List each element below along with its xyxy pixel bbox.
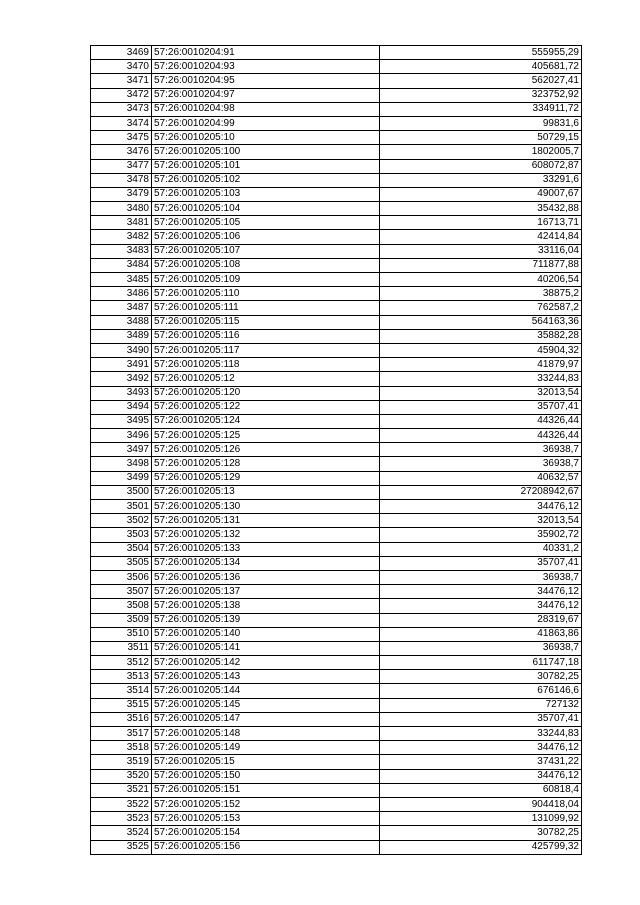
cadastral-number-cell: 57:26:0010205:125 — [152, 429, 380, 443]
row-number-cell: 3483 — [91, 244, 152, 258]
cadastral-number-cell: 57:26:0010204:99 — [152, 116, 380, 130]
cadastral-value-cell: 40206,54 — [380, 273, 582, 287]
cadastral-number-cell: 57:26:0010205:153 — [152, 812, 380, 826]
cadastral-value-cell: 34476,12 — [380, 599, 582, 613]
table-row — [91, 46, 582, 60]
row-number-cell: 3475 — [91, 131, 152, 145]
row-number-cell: 3489 — [91, 329, 152, 343]
table-row — [91, 684, 582, 698]
row-number-cell: 3482 — [91, 230, 152, 244]
row-number-cell: 3520 — [91, 769, 152, 783]
cadastral-number-cell: 57:26:0010205:104 — [152, 202, 380, 216]
table-row — [91, 670, 582, 684]
cadastral-number-cell: 57:26:0010204:95 — [152, 74, 380, 88]
cadastral-number-cell: 57:26:0010205:137 — [152, 585, 380, 599]
cadastral-value-cell: 562027,41 — [380, 74, 582, 88]
cadastral-value-cell: 711877,88 — [380, 258, 582, 272]
cadastral-number-cell: 57:26:0010205:140 — [152, 627, 380, 641]
row-number-cell: 3509 — [91, 613, 152, 627]
cadastral-value-cell: 50729,15 — [380, 131, 582, 145]
cadastral-value-cell: 611747,18 — [380, 656, 582, 670]
row-number-cell: 3481 — [91, 216, 152, 230]
row-number-cell: 3506 — [91, 570, 152, 584]
table-row — [91, 315, 582, 329]
table-row — [91, 258, 582, 272]
cadastral-number-cell: 57:26:0010204:91 — [152, 46, 380, 60]
cadastral-value-cell: 36938,7 — [380, 570, 582, 584]
cadastral-number-cell: 57:26:0010205:143 — [152, 670, 380, 684]
cadastral-number-cell: 57:26:0010205:101 — [152, 159, 380, 173]
row-number-cell: 3511 — [91, 641, 152, 655]
cadastral-number-cell: 57:26:0010205:108 — [152, 258, 380, 272]
row-number-cell: 3504 — [91, 542, 152, 556]
cadastral-value-cell: 42414,84 — [380, 230, 582, 244]
table-row — [91, 613, 582, 627]
row-number-cell: 3514 — [91, 684, 152, 698]
row-number-cell: 3488 — [91, 315, 152, 329]
table-row — [91, 769, 582, 783]
table-row — [91, 542, 582, 556]
table-row — [91, 187, 582, 201]
cadastral-value-cell: 30782,25 — [380, 826, 582, 840]
cadastral-value-cell: 35882,28 — [380, 329, 582, 343]
cadastral-value-cell: 555955,29 — [380, 46, 582, 60]
cadastral-number-cell: 57:26:0010205:103 — [152, 187, 380, 201]
cadastral-number-cell: 57:26:0010205:116 — [152, 329, 380, 343]
row-number-cell: 3490 — [91, 343, 152, 357]
table-row — [91, 329, 582, 343]
cadastral-value-cell: 30782,25 — [380, 670, 582, 684]
row-number-cell: 3505 — [91, 556, 152, 570]
row-number-cell: 3521 — [91, 783, 152, 797]
cadastral-number-cell: 57:26:0010205:105 — [152, 216, 380, 230]
cadastral-value-cell: 41863,86 — [380, 627, 582, 641]
cadastral-value-cell: 38875,2 — [380, 287, 582, 301]
table-row — [91, 159, 582, 173]
row-number-cell: 3491 — [91, 358, 152, 372]
table-row — [91, 145, 582, 159]
cadastral-number-cell: 57:26:0010205:117 — [152, 343, 380, 357]
row-number-cell: 3469 — [91, 46, 152, 60]
row-number-cell: 3480 — [91, 202, 152, 216]
cadastral-value-cell: 36938,7 — [380, 457, 582, 471]
row-number-cell: 3502 — [91, 514, 152, 528]
table-row — [91, 131, 582, 145]
cadastral-number-cell: 57:26:0010205:150 — [152, 769, 380, 783]
cadastral-value-cell: 34476,12 — [380, 769, 582, 783]
table-row — [91, 116, 582, 130]
cadastral-value-cell: 35707,41 — [380, 556, 582, 570]
cadastral-number-cell: 57:26:0010205:133 — [152, 542, 380, 556]
table-row — [91, 244, 582, 258]
cadastral-value-cell: 40331,2 — [380, 542, 582, 556]
cadastral-number-cell: 57:26:0010205:144 — [152, 684, 380, 698]
cadastral-number-cell: 57:26:0010205:142 — [152, 656, 380, 670]
cadastral-value-cell: 33116,04 — [380, 244, 582, 258]
cadastral-value-cell: 35432,88 — [380, 202, 582, 216]
table-row — [91, 741, 582, 755]
cadastral-value-cell: 405681,72 — [380, 60, 582, 74]
cadastral-value-cell: 904418,04 — [380, 797, 582, 811]
cadastral-number-cell: 57:26:0010205:154 — [152, 826, 380, 840]
table-body — [91, 46, 582, 855]
row-number-cell: 3510 — [91, 627, 152, 641]
cadastral-number-cell: 57:26:0010205:152 — [152, 797, 380, 811]
table-row — [91, 372, 582, 386]
cadastral-value-cell: 35707,41 — [380, 712, 582, 726]
cadastral-value-cell: 33244,83 — [380, 372, 582, 386]
row-number-cell: 3487 — [91, 301, 152, 315]
table-row — [91, 216, 582, 230]
row-number-cell: 3471 — [91, 74, 152, 88]
row-number-cell: 3498 — [91, 457, 152, 471]
table-row — [91, 656, 582, 670]
cadastral-number-cell: 57:26:0010205:10 — [152, 131, 380, 145]
cadastral-number-cell: 57:26:0010205:107 — [152, 244, 380, 258]
cadastral-number-cell: 57:26:0010205:118 — [152, 358, 380, 372]
cadastral-value-cell: 727132 — [380, 698, 582, 712]
row-number-cell: 3524 — [91, 826, 152, 840]
table-row — [91, 500, 582, 514]
cadastral-number-cell: 57:26:0010205:122 — [152, 400, 380, 414]
table-row — [91, 485, 582, 499]
cadastral-value-cell: 16713,71 — [380, 216, 582, 230]
table-row — [91, 386, 582, 400]
table-row — [91, 88, 582, 102]
table-row — [91, 556, 582, 570]
cadastral-number-cell: 57:26:0010204:93 — [152, 60, 380, 74]
cadastral-number-cell: 57:26:0010205:132 — [152, 528, 380, 542]
row-number-cell: 3484 — [91, 258, 152, 272]
row-number-cell: 3472 — [91, 88, 152, 102]
row-number-cell: 3513 — [91, 670, 152, 684]
table-row — [91, 840, 582, 854]
table-row — [91, 599, 582, 613]
table-row — [91, 343, 582, 357]
cadastral-value-cell: 35902,72 — [380, 528, 582, 542]
table-row — [91, 797, 582, 811]
cadastral-number-cell: 57:26:0010205:15 — [152, 755, 380, 769]
cadastral-value-cell: 37431,22 — [380, 755, 582, 769]
cadastral-value-cell: 34476,12 — [380, 585, 582, 599]
table-row — [91, 429, 582, 443]
row-number-cell: 3492 — [91, 372, 152, 386]
cadastral-value-cell: 334911,72 — [380, 102, 582, 116]
row-number-cell: 3507 — [91, 585, 152, 599]
cadastral-value-cell: 34476,12 — [380, 500, 582, 514]
row-number-cell: 3500 — [91, 485, 152, 499]
table-row — [91, 627, 582, 641]
table-row — [91, 712, 582, 726]
cadastral-number-cell: 57:26:0010205:138 — [152, 599, 380, 613]
cadastral-value-table — [90, 45, 582, 855]
row-number-cell: 3477 — [91, 159, 152, 173]
cadastral-number-cell: 57:26:0010205:12 — [152, 372, 380, 386]
row-number-cell: 3523 — [91, 812, 152, 826]
row-number-cell: 3479 — [91, 187, 152, 201]
row-number-cell: 3515 — [91, 698, 152, 712]
cadastral-value-cell: 676146,6 — [380, 684, 582, 698]
cadastral-number-cell: 57:26:0010205:13 — [152, 485, 380, 499]
cadastral-value-cell: 1802005,7 — [380, 145, 582, 159]
cadastral-number-cell: 57:26:0010205:139 — [152, 613, 380, 627]
row-number-cell: 3496 — [91, 429, 152, 443]
cadastral-value-cell: 762587,2 — [380, 301, 582, 315]
table-row — [91, 570, 582, 584]
table-row — [91, 74, 582, 88]
row-number-cell: 3485 — [91, 273, 152, 287]
row-number-cell: 3519 — [91, 755, 152, 769]
cadastral-number-cell: 57:26:0010205:126 — [152, 443, 380, 457]
table-row — [91, 457, 582, 471]
cadastral-value-cell: 36938,7 — [380, 641, 582, 655]
cadastral-number-cell: 57:26:0010205:110 — [152, 287, 380, 301]
table-row — [91, 471, 582, 485]
cadastral-number-cell: 57:26:0010205:141 — [152, 641, 380, 655]
row-number-cell: 3516 — [91, 712, 152, 726]
cadastral-number-cell: 57:26:0010205:145 — [152, 698, 380, 712]
cadastral-value-cell: 40632,57 — [380, 471, 582, 485]
table-row — [91, 301, 582, 315]
cadastral-value-cell: 35707,41 — [380, 400, 582, 414]
cadastral-number-cell: 57:26:0010205:129 — [152, 471, 380, 485]
cadastral-value-cell: 131099,92 — [380, 812, 582, 826]
table-row — [91, 202, 582, 216]
cadastral-number-cell: 57:26:0010205:130 — [152, 500, 380, 514]
cadastral-number-cell: 57:26:0010205:128 — [152, 457, 380, 471]
table-row — [91, 641, 582, 655]
cadastral-number-cell: 57:26:0010205:156 — [152, 840, 380, 854]
table-row — [91, 358, 582, 372]
table-row — [91, 443, 582, 457]
cadastral-number-cell: 57:26:0010205:134 — [152, 556, 380, 570]
cadastral-number-cell: 57:26:0010205:111 — [152, 301, 380, 315]
cadastral-number-cell: 57:26:0010205:109 — [152, 273, 380, 287]
table-row — [91, 273, 582, 287]
cadastral-value-cell: 49007,67 — [380, 187, 582, 201]
cadastral-number-cell: 57:26:0010205:147 — [152, 712, 380, 726]
cadastral-value-cell: 45904,32 — [380, 343, 582, 357]
table-row — [91, 727, 582, 741]
row-number-cell: 3495 — [91, 414, 152, 428]
row-number-cell: 3508 — [91, 599, 152, 613]
document-page — [90, 45, 581, 855]
cadastral-value-cell: 60818,4 — [380, 783, 582, 797]
cadastral-number-cell: 57:26:0010205:120 — [152, 386, 380, 400]
row-number-cell: 3470 — [91, 60, 152, 74]
cadastral-value-cell: 41879,97 — [380, 358, 582, 372]
table-row — [91, 60, 582, 74]
cadastral-number-cell: 57:26:0010205:148 — [152, 727, 380, 741]
table-row — [91, 102, 582, 116]
table-row — [91, 400, 582, 414]
cadastral-value-cell: 564163,36 — [380, 315, 582, 329]
row-number-cell: 3522 — [91, 797, 152, 811]
row-number-cell: 3476 — [91, 145, 152, 159]
cadastral-value-cell: 44326,44 — [380, 414, 582, 428]
cadastral-value-cell: 44326,44 — [380, 429, 582, 443]
row-number-cell: 3493 — [91, 386, 152, 400]
table-row — [91, 528, 582, 542]
cadastral-value-cell: 33291,6 — [380, 173, 582, 187]
cadastral-number-cell: 57:26:0010205:100 — [152, 145, 380, 159]
cadastral-value-cell: 33244,83 — [380, 727, 582, 741]
table-row — [91, 812, 582, 826]
cadastral-value-cell: 34476,12 — [380, 741, 582, 755]
cadastral-value-cell: 27208942,67 — [380, 485, 582, 499]
cadastral-number-cell: 57:26:0010205:106 — [152, 230, 380, 244]
row-number-cell: 3525 — [91, 840, 152, 854]
table-row — [91, 287, 582, 301]
cadastral-number-cell: 57:26:0010204:97 — [152, 88, 380, 102]
table-row — [91, 755, 582, 769]
cadastral-value-cell: 323752,92 — [380, 88, 582, 102]
cadastral-number-cell: 57:26:0010204:98 — [152, 102, 380, 116]
cadastral-number-cell: 57:26:0010205:115 — [152, 315, 380, 329]
cadastral-value-cell: 28319,67 — [380, 613, 582, 627]
row-number-cell: 3503 — [91, 528, 152, 542]
cadastral-value-cell: 99831,6 — [380, 116, 582, 130]
table-row — [91, 698, 582, 712]
table-row — [91, 585, 582, 599]
table-row — [91, 230, 582, 244]
row-number-cell: 3474 — [91, 116, 152, 130]
table-row — [91, 414, 582, 428]
table-row — [91, 783, 582, 797]
cadastral-number-cell: 57:26:0010205:124 — [152, 414, 380, 428]
row-number-cell: 3517 — [91, 727, 152, 741]
cadastral-value-cell: 36938,7 — [380, 443, 582, 457]
cadastral-number-cell: 57:26:0010205:102 — [152, 173, 380, 187]
cadastral-number-cell: 57:26:0010205:149 — [152, 741, 380, 755]
table-row — [91, 173, 582, 187]
cadastral-number-cell: 57:26:0010205:151 — [152, 783, 380, 797]
row-number-cell: 3499 — [91, 471, 152, 485]
table-row — [91, 826, 582, 840]
cadastral-value-cell: 32013,54 — [380, 386, 582, 400]
row-number-cell: 3473 — [91, 102, 152, 116]
cadastral-value-cell: 608072,87 — [380, 159, 582, 173]
row-number-cell: 3494 — [91, 400, 152, 414]
cadastral-value-cell: 425799,32 — [380, 840, 582, 854]
row-number-cell: 3501 — [91, 500, 152, 514]
cadastral-number-cell: 57:26:0010205:131 — [152, 514, 380, 528]
row-number-cell: 3486 — [91, 287, 152, 301]
row-number-cell: 3518 — [91, 741, 152, 755]
row-number-cell: 3497 — [91, 443, 152, 457]
table-row — [91, 514, 582, 528]
row-number-cell: 3478 — [91, 173, 152, 187]
row-number-cell: 3512 — [91, 656, 152, 670]
cadastral-value-cell: 32013,54 — [380, 514, 582, 528]
cadastral-number-cell: 57:26:0010205:136 — [152, 570, 380, 584]
